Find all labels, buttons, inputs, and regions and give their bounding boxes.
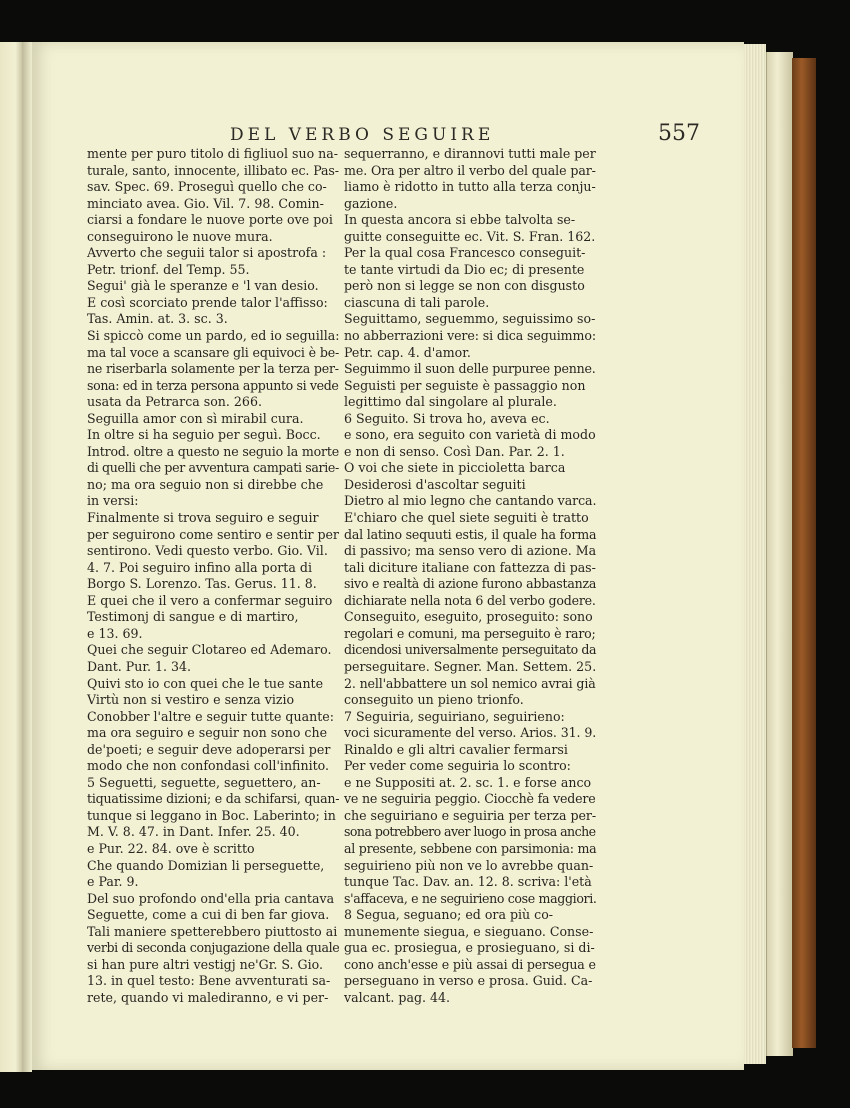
text-line: E così scorciato prende talor l'affisso:: [87, 294, 328, 310]
text-line: Seguette, come a cui di ben far giova.: [87, 907, 330, 923]
text-line: dal latino sequuti estis, il quale ha forma: [344, 526, 597, 542]
text-line: Seguimmo il suon delle purpuree penne.: [344, 361, 596, 377]
text-line: che seguiriano e seguiria per terza per-: [344, 807, 597, 823]
text-line: Finalmente si trova seguiro e seguir: [87, 510, 319, 526]
text-line: no abberrazioni vere: si dica seguimmo:: [344, 328, 596, 344]
text-line: te tante virtudi da Dio ec; di presente: [344, 261, 585, 277]
text-line: turale, santo, innocente, illibato ec. Pas-: [87, 162, 339, 178]
page-stack-edges-outer: [766, 52, 793, 1056]
running-title: DEL VERBO SEGUIRE: [230, 125, 495, 145]
text-line: no; ma ora seguio non si direbbe che: [87, 476, 324, 492]
text-line: in versi:: [87, 493, 139, 509]
text-line: si han pure altri vestigj ne'Gr. S. Gio.: [87, 956, 323, 972]
text-line: di quelli che per avventura campati sarie-: [87, 460, 339, 476]
page-stack-edges: [744, 44, 766, 1064]
text-line: di passivo; ma senso vero di azione. Ma: [344, 543, 597, 559]
text-line: modo che non confondasi coll'infinito.: [87, 758, 330, 774]
text-line: Quei che seguir Clotareo ed Ademaro.: [87, 642, 332, 658]
text-line: al presente, sebbene con parsimonia: ma: [344, 840, 597, 856]
text-line: e sono, era seguito con varietà di modo: [344, 427, 596, 443]
text-line: perseguitare. Segner. Man. Settem. 25.: [344, 658, 597, 674]
text-line: valcant. pag. 44.: [344, 989, 451, 1005]
text-line: ma ora seguiro e seguir non sono che: [87, 725, 328, 741]
text-line: tiquatissime dizioni; e da schifarsi, quan-: [87, 791, 340, 807]
text-line: seguirieno più non ve lo avrebbe quan-: [344, 857, 594, 873]
page-number: 557: [658, 121, 700, 146]
text-line: sona potrebbero aver luogo in prosa anche: [344, 824, 596, 840]
text-line: Seguilla amor con sì mirabil cura.: [87, 410, 304, 426]
text-line: Conobber l'altre e seguir tutte quante:: [87, 708, 334, 724]
text-line: Del suo profondo ond'ella pria cantava: [87, 890, 335, 906]
text-line: usata da Petrarca son. 266.: [87, 394, 262, 410]
text-line: 7 Seguiria, seguiriano, seguirieno:: [344, 708, 565, 724]
text-line: de'poeti; e seguir deve adoperarsi per: [87, 741, 331, 757]
text-line: ve ne seguiria peggio. Ciocchè fa vedere: [344, 791, 596, 807]
text-line: perseguano in verso e prosa. Guid. Ca-: [344, 973, 593, 989]
text-line: Tali maniere spetterebbero piuttosto ai: [87, 923, 338, 939]
text-line: ne riserbarla solamente per la terza per-: [87, 361, 339, 377]
text-line: Desiderosi d'ascoltar seguiti: [344, 476, 526, 492]
text-line: conseguirono le nuove mura.: [87, 228, 273, 244]
text-line: e non di senso. Così Dan. Par. 2. 1.: [344, 443, 565, 459]
text-line: Per la qual cosa Francesco conseguit-: [344, 245, 586, 261]
text-line: Petr. cap. 4. d'amor.: [344, 344, 471, 360]
text-line: cono anch'esse e più assai di persegua e: [344, 956, 596, 972]
text-line: s'affaceva, e ne seguirieno cose maggiori.: [344, 890, 597, 906]
text-line: liamo è ridotto in tutto alla terza conju-: [344, 179, 596, 195]
text-line: 2. nell'abbattere un sol nemico avrai già: [344, 675, 596, 691]
text-line: Avverto che seguii talor si apostrofa :: [87, 245, 327, 261]
text-line: rete, quando vi malediranno, e vi per-: [87, 989, 329, 1005]
text-line: però non si legge se non con disgusto: [344, 278, 585, 294]
text-line: Seguisti per seguiste è passaggio non: [344, 377, 586, 393]
text-line: 8 Segua, seguano; ed ora più co-: [344, 907, 554, 923]
text-line: regolari e comuni, ma perseguito è raro;: [344, 625, 596, 641]
text-line: ma tal voce a scansare gli equivoci è be-: [87, 344, 340, 360]
text-line: mente per puro titolo di figliuol suo na-: [87, 146, 339, 161]
text-line: verbi di seconda conjugazione della quale: [87, 940, 340, 956]
text-line: In questa ancora si ebbe talvolta se-: [344, 212, 576, 228]
text-line: 4. 7. Poi seguiro infino alla porta di: [87, 559, 312, 575]
text-line: guitte conseguitte ec. Vit. S. Fran. 162.: [344, 228, 596, 244]
book-gutter: [22, 42, 32, 1072]
text-line: Dietro al mio legno che cantando varca.: [344, 493, 597, 509]
text-line: sav. Spec. 69. Proseguì quello che co-: [87, 179, 327, 195]
text-line: Virtù non si vestiro e senza vizio: [87, 692, 295, 708]
text-line: e 13. 69.: [87, 625, 143, 641]
text-line: minciato avea. Gio. Vil. 7. 98. Comin-: [87, 195, 324, 211]
text-line: tali diciture italiane con fattezza di pas-: [344, 559, 596, 575]
text-line: Dant. Pur. 1. 34.: [87, 658, 192, 674]
text-line: sentirono. Vedi questo verbo. Gio. Vil.: [87, 543, 328, 559]
text-line: dichiarate nella nota 6 del verbo godere.: [344, 592, 596, 608]
text-line: Tas. Amin. at. 3. sc. 3.: [87, 311, 228, 327]
text-line: Per veder come seguiria lo scontro:: [344, 758, 571, 774]
text-line: Conseguito, eseguito, proseguito: sono: [344, 609, 593, 625]
text-line: me. Ora per altro il verbo del quale par-: [344, 162, 596, 178]
text-line: legittimo dal singolare al plurale.: [344, 394, 557, 410]
text-line: 13. in quel testo: Bene avventurati sa-: [87, 973, 331, 989]
text-line: In oltre si ha seguio per seguì. Bocc.: [87, 427, 321, 443]
text-line: O voi che siete in piccioletta barca: [344, 460, 566, 476]
text-line: Introd. oltre a questo ne seguio la morte: [87, 443, 340, 459]
text-line: e Par. 9.: [87, 874, 139, 890]
text-line: Borgo S. Lorenzo. Tas. Gerus. 11. 8.: [87, 576, 317, 592]
text-line: E quei che il vero a confermar seguiro: [87, 592, 333, 608]
text-line: Petr. trionf. del Temp. 55.: [87, 261, 250, 277]
text-line: E'chiaro che quel siete seguiti è tratto: [344, 510, 589, 526]
text-line: Testimonj di sangue e di martiro,: [87, 609, 299, 625]
text-line: dicendosi universalmente perseguitato da: [344, 642, 597, 658]
text-line: 6 Seguito. Si trova ho, aveva ec.: [344, 410, 550, 426]
text-line: per seguirono come sentiro e sentir per: [87, 526, 339, 542]
text-line: ciarsi a fondare le nuove porte ove poi: [87, 212, 333, 228]
text-line: Rinaldo e gli altri cavalier fermarsi: [344, 741, 568, 757]
text-line: sequerranno, e dirannovi tutti male per: [344, 146, 596, 161]
text-line: gua ec. prosiegua, e prosieguano, si di-: [344, 940, 595, 956]
text-line: sona: ed in terza persona appunto si vede: [87, 377, 339, 393]
text-line: e ne Suppositi at. 2. sc. 1. e forse anco: [344, 774, 592, 790]
text-line: M. V. 8. 47. in Dant. Infer. 25. 40.: [87, 824, 300, 840]
text-line: Che quando Domizian li perseguette,: [87, 857, 325, 873]
text-line: e Pur. 22. 84. ove è scritto: [87, 840, 255, 856]
text-line: Quivi sto io con quei che le tue sante: [87, 675, 324, 691]
text-line: Si spiccò come un pardo, ed io seguilla:: [87, 328, 340, 344]
text-line: 5 Seguetti, seguette, seguettero, an-: [87, 774, 321, 790]
text-line: tunque si leggano in Boc. Laberinto; in: [87, 807, 336, 823]
text-line: gazione.: [344, 195, 398, 211]
text-line: Segui' già le speranze e 'l van desio.: [87, 278, 319, 294]
text-line: sivo e realtà di azione furono abbastanza: [344, 576, 597, 592]
text-line: Seguittamo, seguemmo, seguissimo so-: [344, 311, 596, 327]
facing-page-edge: [0, 42, 23, 1072]
text-line: munemente siegua, e sieguano. Conse-: [344, 923, 594, 939]
text-line: ciascuna di tali parole.: [344, 294, 490, 310]
text-column-right: [344, 146, 596, 1006]
text-column-left: [87, 146, 339, 1006]
text-line: tunque Tac. Dav. an. 12. 8. scriva: l'età: [344, 874, 592, 890]
text-line: voci sicuramente del verso. Arios. 31. 9.: [344, 725, 597, 741]
text-line: conseguito un pieno trionfo.: [344, 692, 524, 708]
leather-cover-edge: [792, 58, 816, 1048]
